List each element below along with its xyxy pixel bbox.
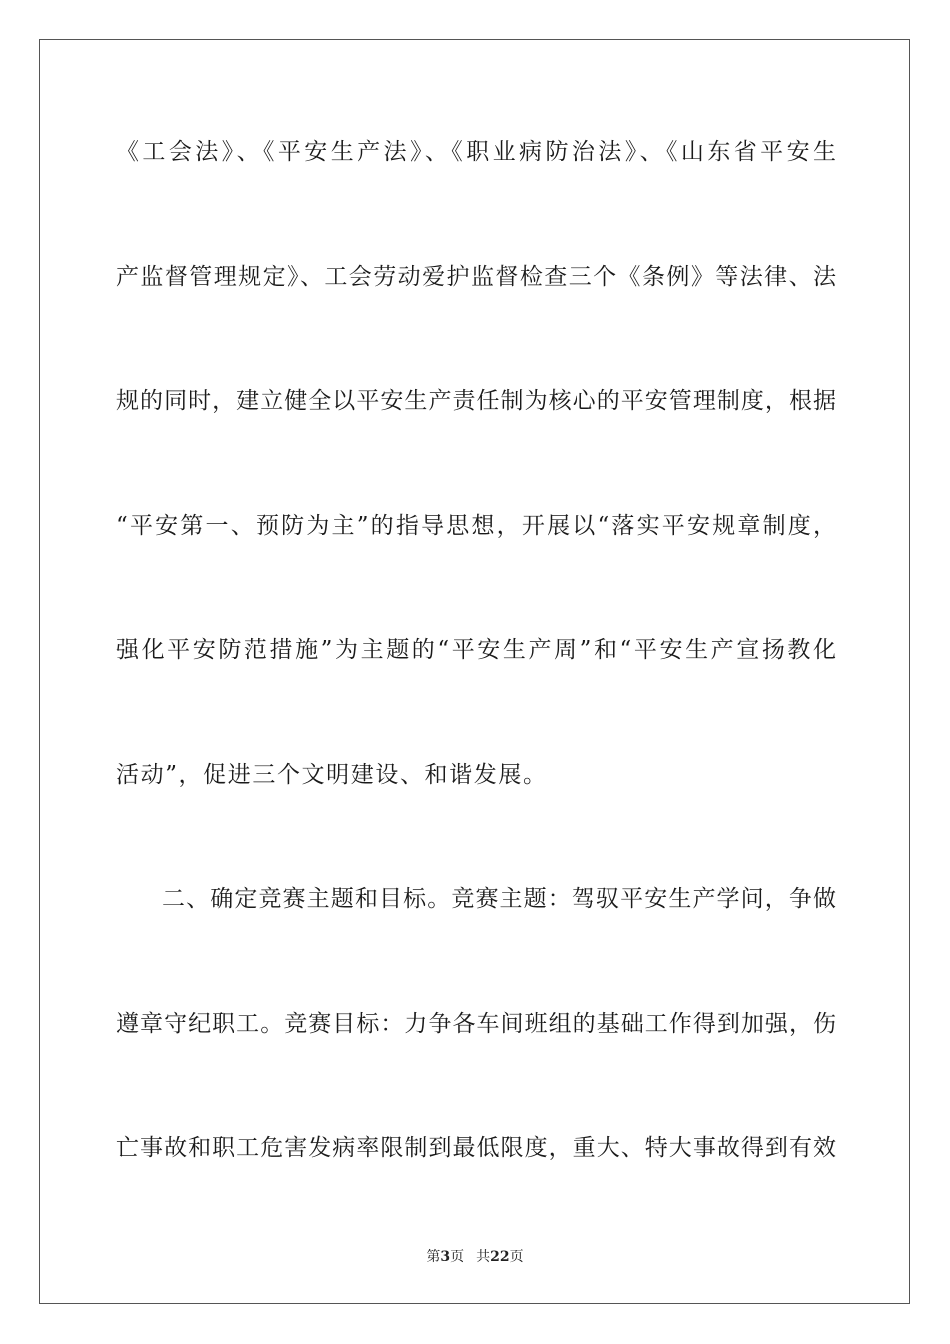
text-line-8: 遵章守纪职工。竞赛目标：力争各车间班组的基础工作得到加强，伤 [116,1010,836,1037]
text-line-6: 活动”，促进三个文明建设、和谐发展。 [116,761,548,788]
page-number: 3 [440,1249,451,1265]
text-line-5: 强化平安防范措施”为主题的“平安生产周”和“平安生产宣扬教化 [116,637,836,663]
text-line-2: 产监督管理规定》、工会劳动爱护监督检查三个《条例》等法律、法 [116,263,836,290]
text-line-3: 规的同时，建立健全以平安生产责任制为核心的平安管理制度，根据 [116,388,836,414]
page-footer [0,1246,950,1266]
text-line-7: 二、确定竞赛主题和目标。竞赛主题：驾驭平安生产学问，争做 [162,886,836,912]
text-line-1: 《工会法》、《平安生产法》、《职业病防治法》、《山东省平安生 [116,139,836,165]
total-suffix: 页 [509,1249,524,1265]
total-prefix: 共 [476,1249,491,1265]
page-suffix: 页 [450,1249,465,1265]
text-line-4: “平安第一、预防为主”的指导思想，开展以“落实平安规章制度， [116,512,836,539]
text-line-9: 亡事故和职工危害发病率限制到最低限度，重大、特大事故得到有效 [116,1135,836,1161]
total-pages: 22 [490,1249,510,1265]
page-prefix: 第 [426,1249,441,1265]
body-text [116,120,836,1241]
